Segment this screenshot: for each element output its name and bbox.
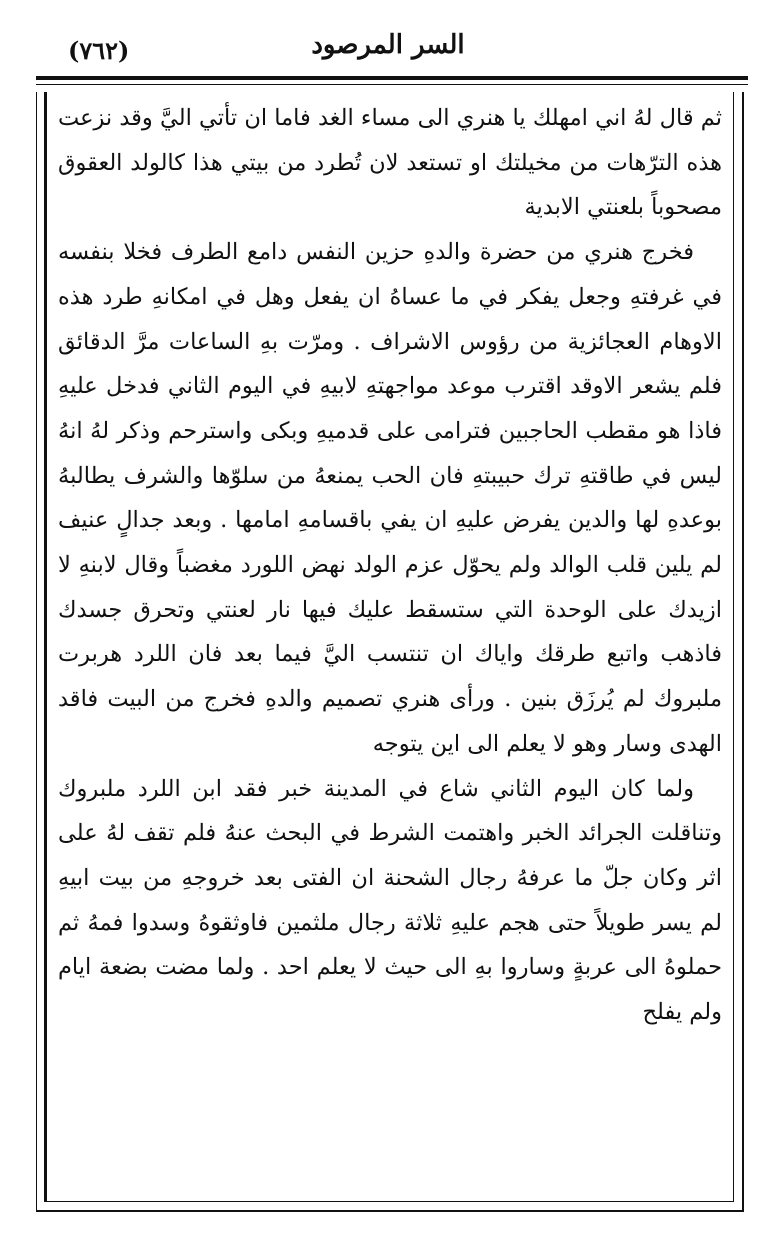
header-rule-thick bbox=[36, 76, 748, 80]
paragraph-1: ثم قال لهُ اني امهلك يا هنري الى مساء الغد فاما ان تأتي اليَّ وقد نزعت هذه الترّهات من مخيلتك او تستعد لان تُطرد من بيتي هذا كالولد العقوق مصحوباً بلعنتي الابدية bbox=[58, 105, 722, 221]
header-rule-thin bbox=[36, 84, 748, 85]
frame-outer-left-line bbox=[36, 92, 37, 1210]
paragraph-3: ولما كان اليوم الثاني شاع في المدينة خبر فقد ابن اللرد ملبروك وتناقلت الجرائد الخبر واهتمت الشرط في البحث عنهُ فلم تقف لهُ على اثر وكان جلّ ما عرفهُ رجال الشحنة ان الفتى بعد خروجهِ من بيت ابيهِ لم يسر طويلاً حتى هجم عليهِ ثلاثة رجال ملثمين فاوثقوهُ وسدوا فمهُ ثم حملوهُ الى عربةٍ وساروا بهِ الى حيث لا يعلم احد . ولما مضت بضعة ايام ولم يفلح bbox=[58, 775, 722, 1026]
paragraph-2: فخرج هنري من حضرة والدهِ حزين النفس دامع الطرف فخلا بنفسه في غرفتهِ وجعل يفكر في ما عساهُ ان يفعل وهل في امكانهِ طرد هذه الاوهام العجائزية من رؤوس الاشراف . ومرّت بهِ الساعات مرَّ الدقائق فلم يشعر الاوقد اقترب موعد مواجهتهِ لابيهِ في اليوم الثاني فدخل عليهِ فاذا هو مقطب الحاجبين فترامى على قدميهِ وبكى واسترحم وذكر لهُ انهُ ليس في طاقتهِ ترك حبيبتهِ فان الحب يمنعهُ من سلوّها والشرف يطالبهُ بوعدهِ لها والدين يفرض عليهِ ان يفي باقسامهِ امامها . وبعد جدالٍ عنيف لم يلين قلب الوالد ولم يحوّل عزم الولد نهض اللورد مغضباً وقال لابنهِ لا ازيدك على الوحدة التي ستسقط عليك فيها نار لعنتي وتحرق جسدك فاذهب واتبع طرقك واياك ان تنتسب اليَّ فيما بعد فان اللرد هربرت ملبروك لم يُرزَق بنين . ورأى هنري تصميم والدهِ فخرج من البيت فاقد الهدى وسار وهو لا يعلم الى اين يتوجه bbox=[58, 239, 722, 757]
page-number: (٧٦٢) bbox=[68, 36, 130, 65]
body-text bbox=[58, 96, 722, 1035]
frame-outer-right-line bbox=[742, 92, 744, 1210]
running-title: السر المرصود bbox=[311, 30, 465, 60]
frame-bottom-rule bbox=[36, 1210, 744, 1212]
